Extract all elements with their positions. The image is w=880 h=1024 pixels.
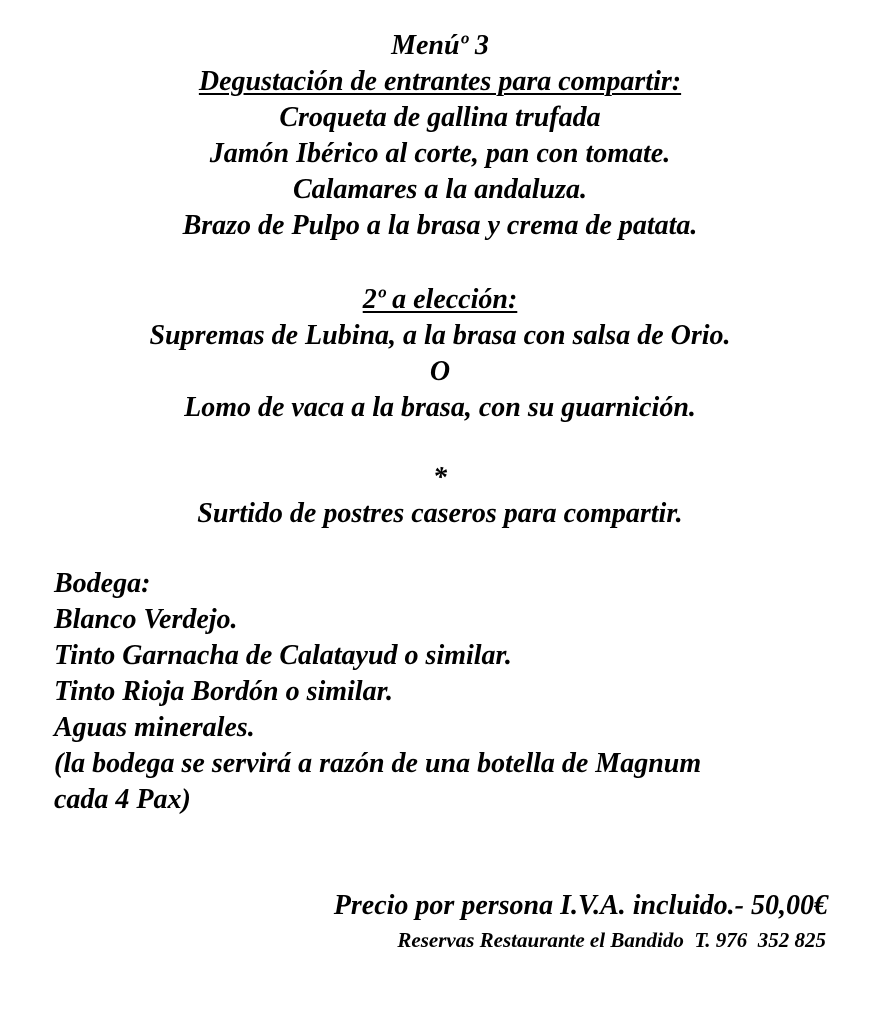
price-per-person: Precio por persona I.V.A. incluido.- 50,00€: [333, 890, 828, 921]
dessert-item: Surtido de postres caseros para compartir.: [197, 498, 683, 529]
bodega-item: Aguas minerales.: [54, 712, 255, 743]
starter-item: Calamares a la andaluza.: [292, 174, 588, 205]
reservations-contact: Reservas Restaurante el Bandido T. 976 352 825: [397, 928, 826, 952]
menu-title: Menúº 3: [391, 30, 489, 61]
starter-item: Jamón Ibérico al corte, pan con tomate.: [209, 138, 671, 169]
bodega-section: [54, 566, 854, 818]
second-course-heading: 2º a elección:: [362, 284, 518, 315]
bodega-note: (la bodega se servirá a razón de una botella de Magnum: [54, 748, 702, 779]
bodega-item: Tinto Rioja Bordón o similar.: [54, 676, 393, 707]
starter-item: Brazo de Pulpo a la brasa y crema de patata.: [182, 210, 698, 241]
second-course-option: Supremas de Lubina, a la brasa con salsa de Orio.: [149, 320, 731, 351]
bodega-item: Blanco Verdejo.: [54, 604, 238, 635]
menu-header-section: [0, 28, 880, 244]
starters-heading: Degustación de entrantes para compartir:: [198, 66, 682, 97]
bodega-note: cada 4 Pax): [54, 784, 191, 815]
bodega-heading: Bodega:: [54, 568, 151, 599]
starter-item: Croqueta de gallina trufada: [279, 102, 601, 133]
bodega-item: Tinto Garnacha de Calatayud o similar.: [54, 640, 512, 671]
second-course-option: Lomo de vaca a la brasa, con su guarnición.: [184, 392, 696, 423]
dessert-section: [0, 460, 880, 532]
second-course-section: [0, 282, 880, 426]
separator-asterisk: *: [433, 462, 447, 493]
second-course-or: O: [429, 356, 451, 387]
